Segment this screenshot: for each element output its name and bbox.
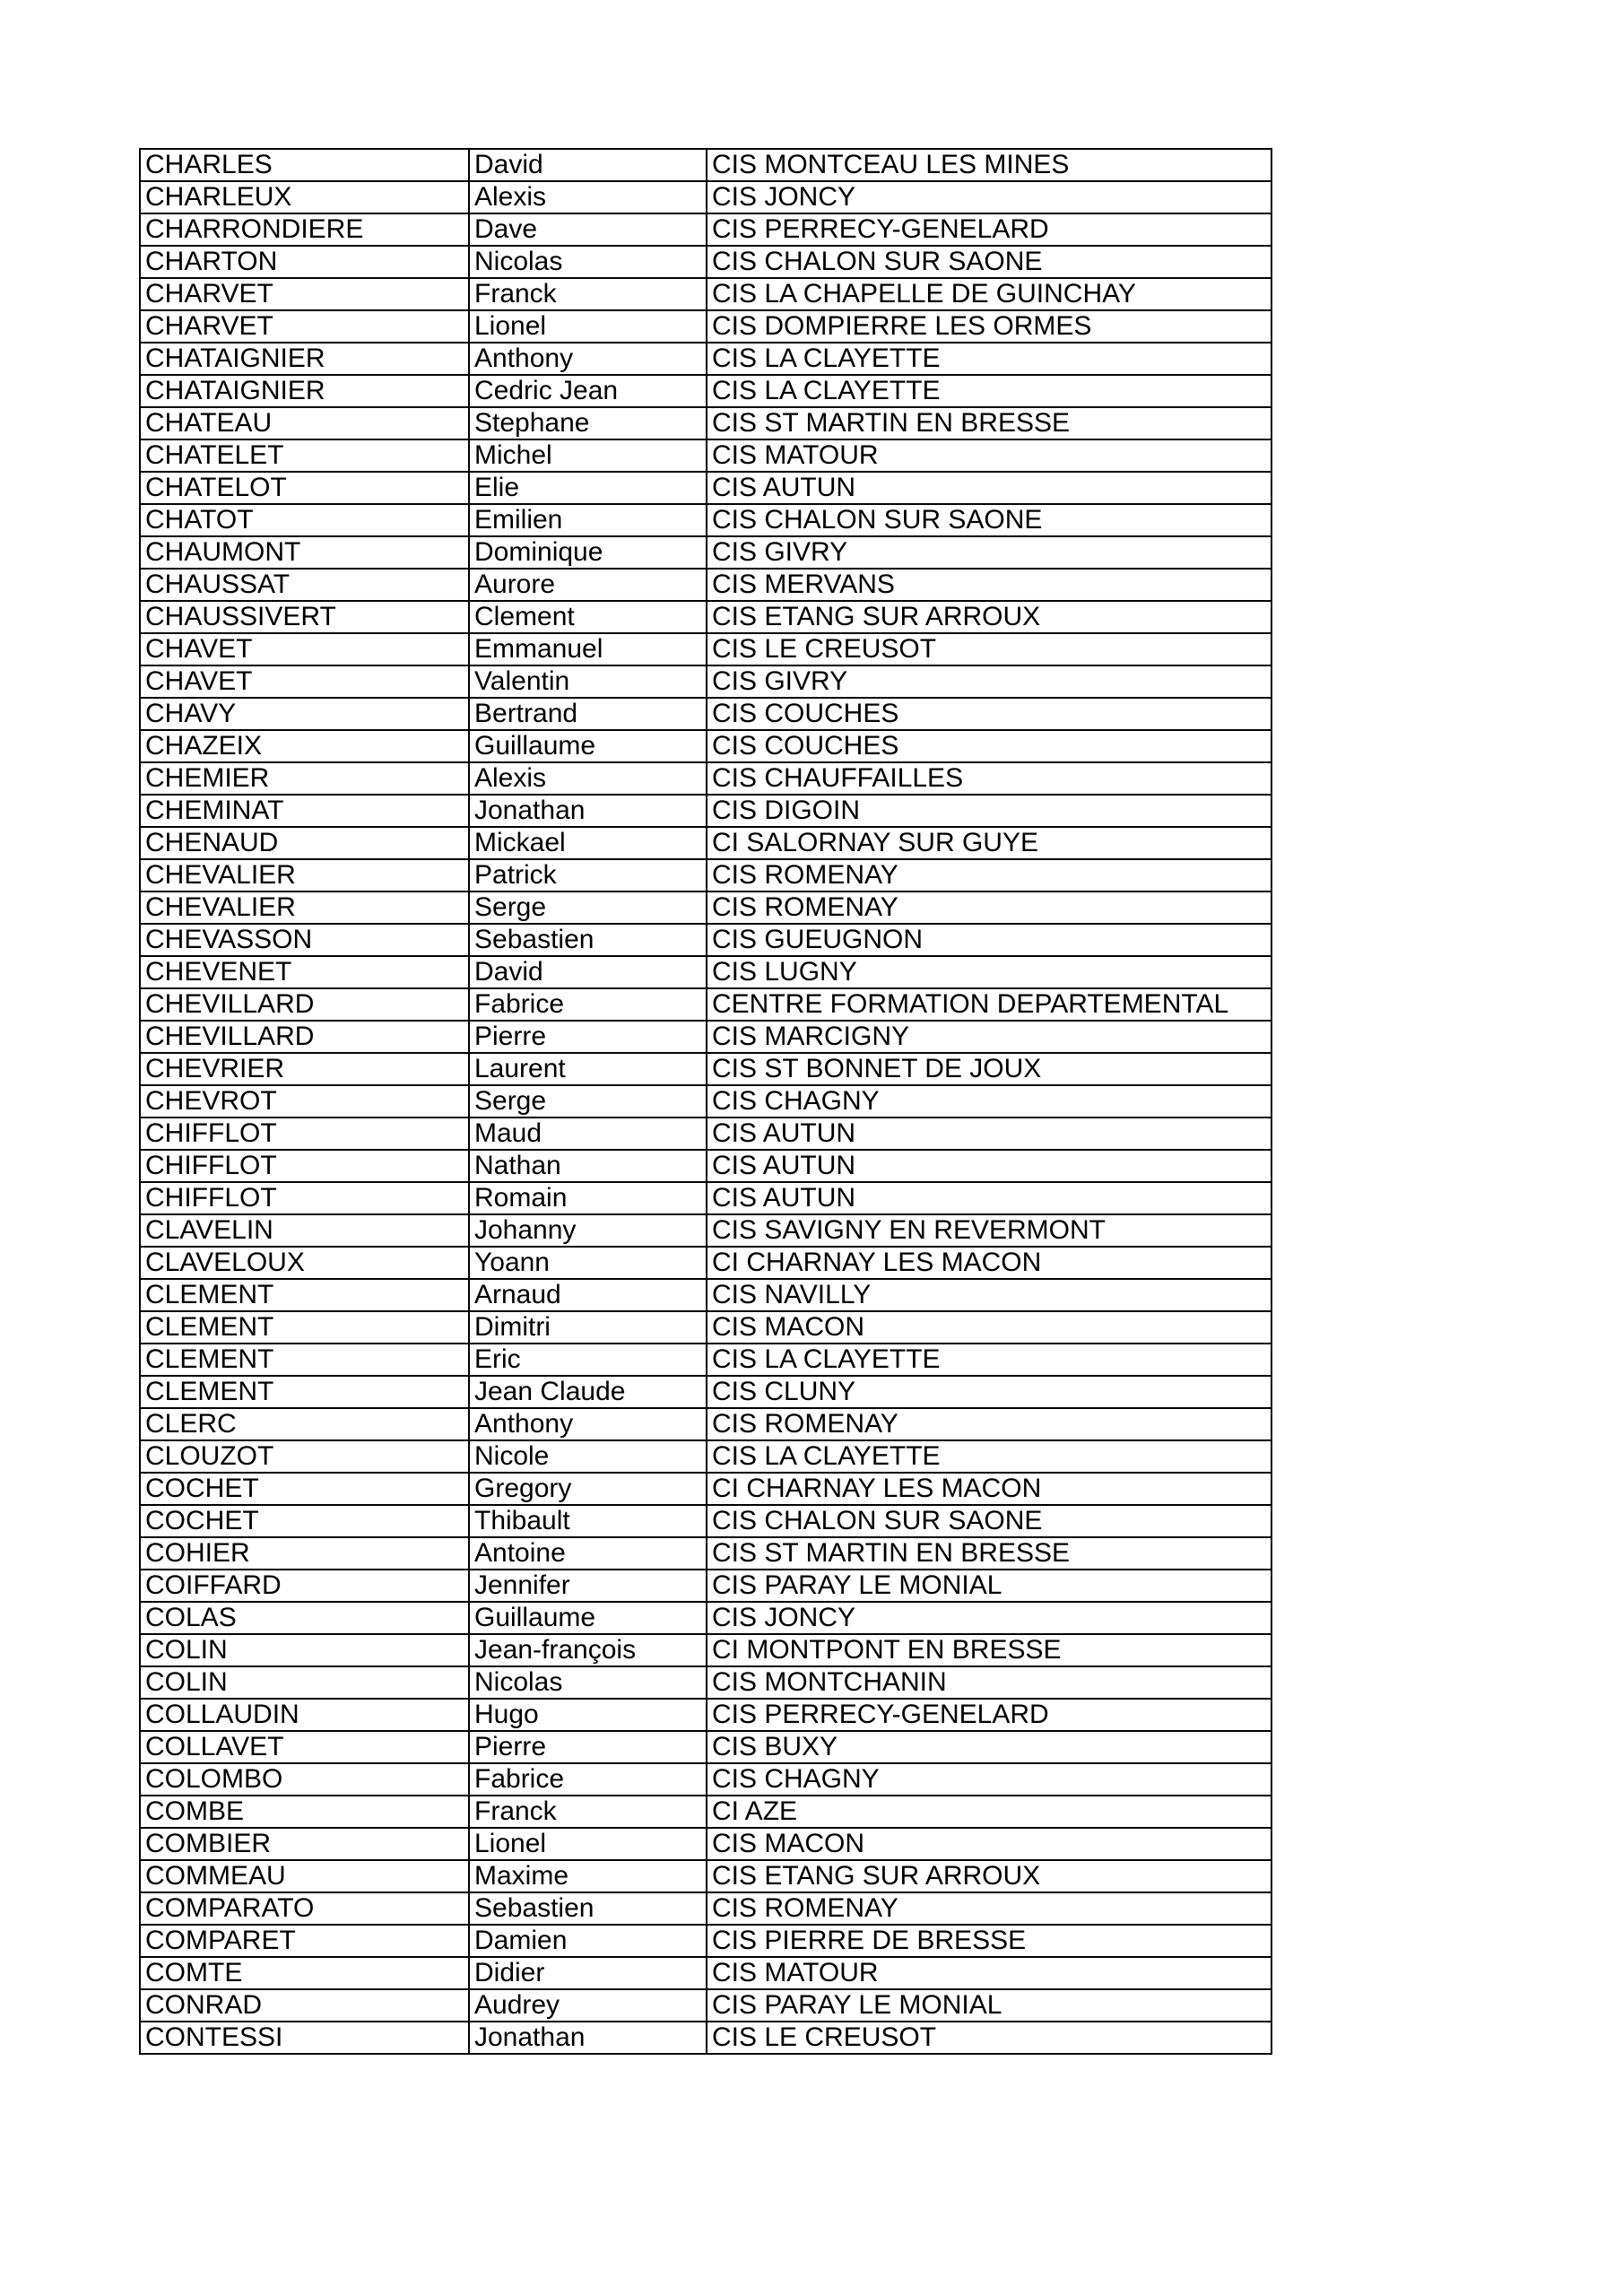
table-row [140,375,1271,407]
table-row [140,343,1271,375]
center-cell: CIS ETANG SUR ARROUX [707,1860,1271,1892]
last-name-cell: CHEVROT [140,1085,469,1118]
table-row [140,1311,1271,1344]
table-row [140,504,1271,536]
last-name-cell: CLEMENT [140,1376,469,1408]
first-name-cell: Didier [469,1957,707,1989]
last-name-cell: CHAVET [140,665,469,698]
center-cell: CIS DOMPIERRE LES ORMES [707,310,1271,343]
last-name-cell: CONRAD [140,1989,469,2022]
table-row [140,956,1271,988]
first-name-cell: Sebastien [469,924,707,956]
first-name-cell: David [469,956,707,988]
table-row [140,891,1271,924]
first-name-cell: Guillaume [469,730,707,762]
table-row [140,1021,1271,1053]
table-row [140,1860,1271,1892]
table-row [140,1473,1271,1505]
table-row [140,1957,1271,1989]
first-name-cell: Audrey [469,1989,707,2022]
center-cell: CIS PERRECY-GENELARD [707,213,1271,246]
center-cell: CIS ST MARTIN EN BRESSE [707,407,1271,439]
center-cell: CIS LE CREUSOT [707,633,1271,665]
table-row [140,1085,1271,1118]
table-row [140,1763,1271,1796]
first-name-cell: Franck [469,1796,707,1828]
table-row [140,795,1271,827]
center-cell: CIS GIVRY [707,665,1271,698]
last-name-cell: CHAVY [140,698,469,730]
first-name-cell: Nathan [469,1150,707,1182]
center-cell: CIS MONTCHANIN [707,1666,1271,1699]
table-row [140,665,1271,698]
first-name-cell: Bertrand [469,698,707,730]
table-row [140,536,1271,569]
table-row [140,1279,1271,1311]
center-cell: CIS BUXY [707,1731,1271,1763]
first-name-cell: Yoann [469,1247,707,1279]
first-name-cell: Lionel [469,310,707,343]
first-name-cell: Lionel [469,1828,707,1860]
table-row [140,1892,1271,1925]
center-cell: CIS GUEUGNON [707,924,1271,956]
center-cell: CIS LE CREUSOT [707,2022,1271,2054]
center-cell: CIS LUGNY [707,956,1271,988]
last-name-cell: CHATELET [140,439,469,472]
first-name-cell: Guillaume [469,1602,707,1634]
first-name-cell: Anthony [469,1408,707,1440]
center-cell: CI CHARNAY LES MACON [707,1473,1271,1505]
table-row [140,1828,1271,1860]
last-name-cell: COMTE [140,1957,469,1989]
center-cell: CIS AUTUN [707,1182,1271,1214]
table-row [140,698,1271,730]
center-cell: CI MONTPONT EN BRESSE [707,1634,1271,1666]
table-row [140,1925,1271,1957]
first-name-cell: Fabrice [469,988,707,1021]
first-name-cell: Arnaud [469,1279,707,1311]
table-row [140,310,1271,343]
last-name-cell: CHEVALIER [140,859,469,891]
table-row [140,1796,1271,1828]
first-name-cell: Gregory [469,1473,707,1505]
table-row [140,1182,1271,1214]
last-name-cell: CHARVET [140,278,469,310]
first-name-cell: Eric [469,1344,707,1376]
last-name-cell: CHARVET [140,310,469,343]
first-name-cell: Thibault [469,1505,707,1537]
table-row [140,1440,1271,1473]
last-name-cell: CHAUMONT [140,536,469,569]
table-row [140,859,1271,891]
first-name-cell: Hugo [469,1699,707,1731]
center-cell: CIS CHAUFFAILLES [707,762,1271,795]
last-name-cell: CHARTON [140,246,469,278]
table-row [140,1150,1271,1182]
last-name-cell: COLIN [140,1666,469,1699]
last-name-cell: CLERC [140,1408,469,1440]
table-row [140,1376,1271,1408]
last-name-cell: CHIFFLOT [140,1150,469,1182]
center-cell: CIS LA CLAYETTE [707,1344,1271,1376]
center-cell: CIS ROMENAY [707,891,1271,924]
table-row [140,1214,1271,1247]
last-name-cell: CHEVILLARD [140,1021,469,1053]
last-name-cell: COLOMBO [140,1763,469,1796]
first-name-cell: Michel [469,439,707,472]
first-name-cell: Valentin [469,665,707,698]
center-cell: CIS ETANG SUR ARROUX [707,601,1271,633]
last-name-cell: CHATEAU [140,407,469,439]
table-row [140,278,1271,310]
center-cell: CIS MACON [707,1828,1271,1860]
center-cell: CIS COUCHES [707,698,1271,730]
last-name-cell: COMPARATO [140,1892,469,1925]
last-name-cell: CHEMIER [140,762,469,795]
last-name-cell: COLAS [140,1602,469,1634]
center-cell: CIS LA CHAPELLE DE GUINCHAY [707,278,1271,310]
table-row [140,1602,1271,1634]
last-name-cell: COMBE [140,1796,469,1828]
last-name-cell: CHIFFLOT [140,1182,469,1214]
first-name-cell: Franck [469,278,707,310]
center-cell: CIS MATOUR [707,439,1271,472]
first-name-cell: Elie [469,472,707,504]
table-row [140,1247,1271,1279]
center-cell: CIS CHALON SUR SAONE [707,1505,1271,1537]
center-cell: CIS JONCY [707,1602,1271,1634]
last-name-cell: CHAUSSIVERT [140,601,469,633]
table-row [140,407,1271,439]
center-cell: CIS AUTUN [707,472,1271,504]
table-row [140,1505,1271,1537]
center-cell: CI SALORNAY SUR GUYE [707,827,1271,859]
last-name-cell: COCHET [140,1473,469,1505]
first-name-cell: Emilien [469,504,707,536]
first-name-cell: Nicolas [469,246,707,278]
table-row [140,924,1271,956]
first-name-cell: Serge [469,1085,707,1118]
first-name-cell: Pierre [469,1731,707,1763]
table-row [140,1537,1271,1570]
center-cell: CIS GIVRY [707,536,1271,569]
table-row [140,569,1271,601]
roster-table [139,148,1272,2055]
last-name-cell: CHEMINAT [140,795,469,827]
last-name-cell: CHEVRIER [140,1053,469,1085]
first-name-cell: Jennifer [469,1570,707,1602]
table-row [140,149,1271,181]
table-row [140,633,1271,665]
center-cell: CIS NAVILLY [707,1279,1271,1311]
table-row [140,213,1271,246]
center-cell: CIS ST BONNET DE JOUX [707,1053,1271,1085]
first-name-cell: Fabrice [469,1763,707,1796]
center-cell: CENTRE FORMATION DEPARTEMENTAL [707,988,1271,1021]
last-name-cell: COLLAVET [140,1731,469,1763]
center-cell: CIS MATOUR [707,1957,1271,1989]
first-name-cell: Maud [469,1118,707,1150]
last-name-cell: CLEMENT [140,1279,469,1311]
center-cell: CIS CHAGNY [707,1763,1271,1796]
table-row [140,181,1271,213]
table-row [140,472,1271,504]
table-row [140,1408,1271,1440]
last-name-cell: COLIN [140,1634,469,1666]
center-cell: CIS SAVIGNY EN REVERMONT [707,1214,1271,1247]
last-name-cell: CHATAIGNIER [140,343,469,375]
last-name-cell: CHEVENET [140,956,469,988]
first-name-cell: David [469,149,707,181]
roster-body [140,149,1271,2054]
first-name-cell: Laurent [469,1053,707,1085]
last-name-cell: CHEVASSON [140,924,469,956]
center-cell: CIS ROMENAY [707,1408,1271,1440]
last-name-cell: COMBIER [140,1828,469,1860]
last-name-cell: CLOUZOT [140,1440,469,1473]
center-cell: CIS ROMENAY [707,859,1271,891]
table-row [140,1634,1271,1666]
center-cell: CIS MARCIGNY [707,1021,1271,1053]
center-cell: CIS CHALON SUR SAONE [707,504,1271,536]
center-cell: CIS CHALON SUR SAONE [707,246,1271,278]
first-name-cell: Mickael [469,827,707,859]
last-name-cell: CHAZEIX [140,730,469,762]
table-row [140,1989,1271,2022]
first-name-cell: Emmanuel [469,633,707,665]
center-cell: CIS AUTUN [707,1150,1271,1182]
last-name-cell: COHIER [140,1537,469,1570]
last-name-cell: CHARRONDIERE [140,213,469,246]
center-cell: CIS ROMENAY [707,1892,1271,1925]
first-name-cell: Alexis [469,181,707,213]
table-row [140,246,1271,278]
center-cell: CIS COUCHES [707,730,1271,762]
first-name-cell: Jonathan [469,2022,707,2054]
first-name-cell: Dimitri [469,1311,707,1344]
table-row [140,730,1271,762]
first-name-cell: Nicolas [469,1666,707,1699]
last-name-cell: CHATELOT [140,472,469,504]
first-name-cell: Clement [469,601,707,633]
first-name-cell: Pierre [469,1021,707,1053]
center-cell: CI AZE [707,1796,1271,1828]
first-name-cell: Aurore [469,569,707,601]
table-row [140,439,1271,472]
center-cell: CIS ST MARTIN EN BRESSE [707,1537,1271,1570]
last-name-cell: CLAVELOUX [140,1247,469,1279]
last-name-cell: CHAUSSAT [140,569,469,601]
table-row [140,1344,1271,1376]
first-name-cell: Sebastien [469,1892,707,1925]
first-name-cell: Cedric Jean [469,375,707,407]
center-cell: CIS MERVANS [707,569,1271,601]
center-cell: CIS JONCY [707,181,1271,213]
table-row [140,762,1271,795]
center-cell: CIS LA CLAYETTE [707,1440,1271,1473]
center-cell: CIS MONTCEAU LES MINES [707,149,1271,181]
last-name-cell: CLEMENT [140,1344,469,1376]
first-name-cell: Romain [469,1182,707,1214]
table-row [140,1570,1271,1602]
center-cell: CIS LA CLAYETTE [707,343,1271,375]
center-cell: CIS PIERRE DE BRESSE [707,1925,1271,1957]
last-name-cell: CHARLEUX [140,181,469,213]
table-row [140,1731,1271,1763]
center-cell: CIS CHAGNY [707,1085,1271,1118]
last-name-cell: CHIFFLOT [140,1118,469,1150]
first-name-cell: Dave [469,213,707,246]
last-name-cell: CHEVALIER [140,891,469,924]
table-row [140,601,1271,633]
first-name-cell: Nicole [469,1440,707,1473]
table-row [140,988,1271,1021]
center-cell: CIS MACON [707,1311,1271,1344]
center-cell: CIS DIGOIN [707,795,1271,827]
first-name-cell: Alexis [469,762,707,795]
first-name-cell: Jean Claude [469,1376,707,1408]
center-cell: CIS AUTUN [707,1118,1271,1150]
first-name-cell: Antoine [469,1537,707,1570]
first-name-cell: Stephane [469,407,707,439]
center-cell: CIS CLUNY [707,1376,1271,1408]
last-name-cell: CHARLES [140,149,469,181]
table-row [140,1118,1271,1150]
table-row [140,2022,1271,2054]
table-row [140,827,1271,859]
first-name-cell: Damien [469,1925,707,1957]
last-name-cell: CHEVILLARD [140,988,469,1021]
last-name-cell: CHATOT [140,504,469,536]
last-name-cell: COMPARET [140,1925,469,1957]
first-name-cell: Patrick [469,859,707,891]
center-cell: CIS PARAY LE MONIAL [707,1989,1271,2022]
table-row [140,1666,1271,1699]
last-name-cell: COLLAUDIN [140,1699,469,1731]
last-name-cell: COIFFARD [140,1570,469,1602]
last-name-cell: CLAVELIN [140,1214,469,1247]
table-row [140,1699,1271,1731]
last-name-cell: CHATAIGNIER [140,375,469,407]
last-name-cell: CHAVET [140,633,469,665]
first-name-cell: Jean-françois [469,1634,707,1666]
center-cell: CIS LA CLAYETTE [707,375,1271,407]
center-cell: CIS PERRECY-GENELARD [707,1699,1271,1731]
last-name-cell: COCHET [140,1505,469,1537]
first-name-cell: Serge [469,891,707,924]
first-name-cell: Jonathan [469,795,707,827]
last-name-cell: CONTESSI [140,2022,469,2054]
last-name-cell: CLEMENT [140,1311,469,1344]
first-name-cell: Anthony [469,343,707,375]
table-row [140,1053,1271,1085]
last-name-cell: CHENAUD [140,827,469,859]
center-cell: CIS PARAY LE MONIAL [707,1570,1271,1602]
first-name-cell: Johanny [469,1214,707,1247]
center-cell: CI CHARNAY LES MACON [707,1247,1271,1279]
first-name-cell: Dominique [469,536,707,569]
last-name-cell: COMMEAU [140,1860,469,1892]
first-name-cell: Maxime [469,1860,707,1892]
